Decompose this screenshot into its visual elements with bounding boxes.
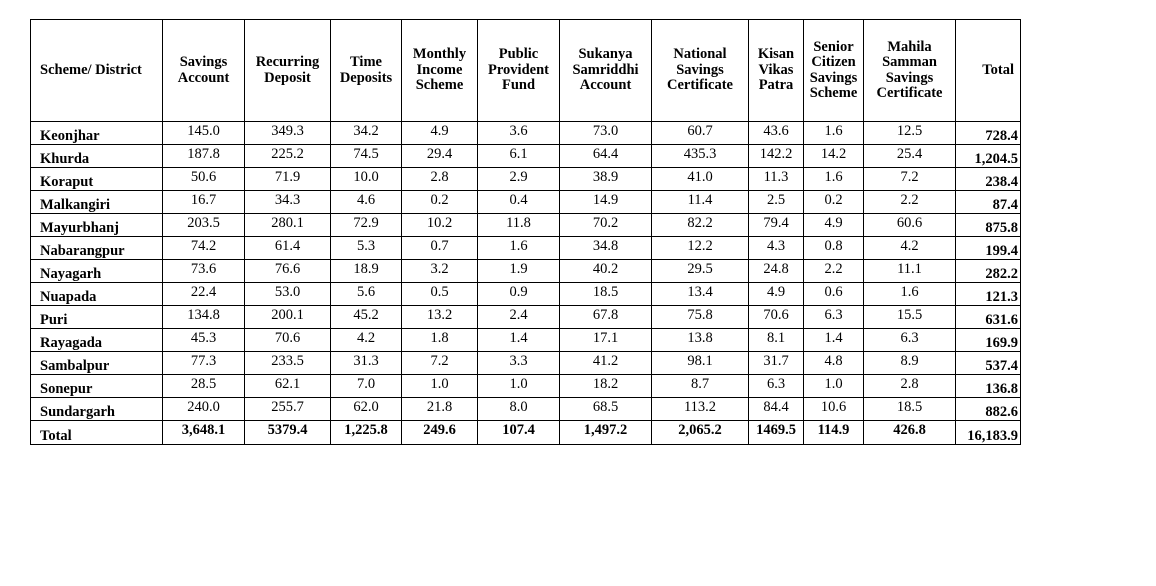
table-cell: 225.2 [245, 145, 331, 168]
table-cell: 14.2 [804, 145, 864, 168]
table-cell: 73.0 [560, 122, 652, 145]
table-cell: 15.5 [864, 306, 956, 329]
column-total: 1,225.8 [331, 421, 402, 445]
table-cell: 10.6 [804, 398, 864, 421]
table-cell: 72.9 [331, 214, 402, 237]
column-header-total: Total [956, 20, 1021, 122]
table-row [31, 145, 1021, 168]
table-cell: 7.2 [402, 352, 478, 375]
column-header-monthly-income-scheme: Monthly Income Scheme [402, 20, 478, 122]
table-cell: 68.5 [560, 398, 652, 421]
table-cell: 0.4 [478, 191, 560, 214]
table-cell: 45.3 [163, 329, 245, 352]
column-total: 5379.4 [245, 421, 331, 445]
table-cell: 113.2 [652, 398, 749, 421]
table-cell: 2.5 [749, 191, 804, 214]
table-cell: 7.2 [864, 168, 956, 191]
table-cell: 145.0 [163, 122, 245, 145]
table-row [31, 191, 1021, 214]
table-cell: 12.5 [864, 122, 956, 145]
table-cell: 79.4 [749, 214, 804, 237]
table-cell: 255.7 [245, 398, 331, 421]
column-header-time-deposits: Time Deposits [331, 20, 402, 122]
district-name: Nuapada [31, 283, 163, 306]
table-cell: 240.0 [163, 398, 245, 421]
table-cell: 12.2 [652, 237, 749, 260]
table-cell: 11.1 [864, 260, 956, 283]
column-header-kisan-vikas-patra: Kisan Vikas Patra [749, 20, 804, 122]
column-total: 1,497.2 [560, 421, 652, 445]
table-cell: 50.6 [163, 168, 245, 191]
total-label: Total [31, 421, 163, 445]
table-cell: 2.2 [804, 260, 864, 283]
column-header-recurring-deposit: Recurring Deposit [245, 20, 331, 122]
table-cell: 76.6 [245, 260, 331, 283]
row-total: 537.4 [956, 352, 1021, 375]
table-cell: 29.5 [652, 260, 749, 283]
district-name: Koraput [31, 168, 163, 191]
table-row [31, 122, 1021, 145]
column-total: 2,065.2 [652, 421, 749, 445]
column-header-public-provident-fund: Public Provident Fund [478, 20, 560, 122]
district-name: Sonepur [31, 375, 163, 398]
table-cell: 22.4 [163, 283, 245, 306]
table-cell: 4.2 [864, 237, 956, 260]
table-cell: 7.0 [331, 375, 402, 398]
table-cell: 4.3 [749, 237, 804, 260]
table-cell: 40.2 [560, 260, 652, 283]
column-total: 426.8 [864, 421, 956, 445]
table-cell: 74.2 [163, 237, 245, 260]
table-cell: 17.1 [560, 329, 652, 352]
table-cell: 29.4 [402, 145, 478, 168]
row-total: 875.8 [956, 214, 1021, 237]
table-cell: 2.4 [478, 306, 560, 329]
table-cell: 13.8 [652, 329, 749, 352]
table-cell: 4.9 [749, 283, 804, 306]
table-row [31, 168, 1021, 191]
table-cell: 200.1 [245, 306, 331, 329]
column-header-national-savings-certificate: National Savings Certificate [652, 20, 749, 122]
table-cell: 4.9 [804, 214, 864, 237]
table-cell: 31.7 [749, 352, 804, 375]
district-name: Sambalpur [31, 352, 163, 375]
table-cell: 2.9 [478, 168, 560, 191]
table-cell: 0.8 [804, 237, 864, 260]
table-cell: 1.6 [804, 122, 864, 145]
table-cell: 43.6 [749, 122, 804, 145]
column-total: 1469.5 [749, 421, 804, 445]
row-total: 199.4 [956, 237, 1021, 260]
row-total: 1,204.5 [956, 145, 1021, 168]
row-total: 728.4 [956, 122, 1021, 145]
table-cell: 1.8 [402, 329, 478, 352]
table-cell: 41.2 [560, 352, 652, 375]
table-cell: 18.9 [331, 260, 402, 283]
district-name: Keonjhar [31, 122, 163, 145]
table-cell: 1.6 [804, 168, 864, 191]
table-cell: 18.5 [864, 398, 956, 421]
table-cell: 0.9 [478, 283, 560, 306]
table-cell: 8.0 [478, 398, 560, 421]
table-cell: 13.4 [652, 283, 749, 306]
table-cell: 61.4 [245, 237, 331, 260]
header-row [31, 20, 1021, 122]
district-name: Nayagarh [31, 260, 163, 283]
column-header-scheme-district: Scheme/ District [31, 20, 163, 122]
table-cell: 11.8 [478, 214, 560, 237]
table-cell: 1.0 [804, 375, 864, 398]
column-total: 114.9 [804, 421, 864, 445]
table-cell: 82.2 [652, 214, 749, 237]
table-cell: 71.9 [245, 168, 331, 191]
table-cell: 34.3 [245, 191, 331, 214]
row-total: 169.9 [956, 329, 1021, 352]
table-row [31, 283, 1021, 306]
table-cell: 6.3 [804, 306, 864, 329]
row-total: 121.3 [956, 283, 1021, 306]
table-cell: 34.8 [560, 237, 652, 260]
district-name: Khurda [31, 145, 163, 168]
table-cell: 2.8 [864, 375, 956, 398]
table-cell: 60.6 [864, 214, 956, 237]
table-cell: 60.7 [652, 122, 749, 145]
table-cell: 64.4 [560, 145, 652, 168]
table-cell: 18.5 [560, 283, 652, 306]
table-cell: 3.6 [478, 122, 560, 145]
table-cell: 11.3 [749, 168, 804, 191]
table-cell: 73.6 [163, 260, 245, 283]
row-total: 282.2 [956, 260, 1021, 283]
table-row [31, 260, 1021, 283]
table-cell: 5.3 [331, 237, 402, 260]
row-total: 87.4 [956, 191, 1021, 214]
district-name: Mayurbhanj [31, 214, 163, 237]
table-cell: 21.8 [402, 398, 478, 421]
table-cell: 84.4 [749, 398, 804, 421]
district-name: Malkangiri [31, 191, 163, 214]
table-cell: 4.8 [804, 352, 864, 375]
table-cell: 349.3 [245, 122, 331, 145]
row-total: 631.6 [956, 306, 1021, 329]
table-cell: 75.8 [652, 306, 749, 329]
district-name: Sundargarh [31, 398, 163, 421]
table-cell: 45.2 [331, 306, 402, 329]
table-cell: 10.2 [402, 214, 478, 237]
column-total: 3,648.1 [163, 421, 245, 445]
column-header-sukanya-samriddhi-account: Sukanya Samriddhi Account [560, 20, 652, 122]
table-cell: 1.4 [478, 329, 560, 352]
table-cell: 1.9 [478, 260, 560, 283]
table-cell: 24.8 [749, 260, 804, 283]
column-total: 107.4 [478, 421, 560, 445]
table-row [31, 352, 1021, 375]
table-cell: 34.2 [331, 122, 402, 145]
table-cell: 5.6 [331, 283, 402, 306]
savings-schemes-table [30, 19, 1021, 445]
district-name: Puri [31, 306, 163, 329]
table-cell: 3.3 [478, 352, 560, 375]
row-total: 882.6 [956, 398, 1021, 421]
table-cell: 70.6 [749, 306, 804, 329]
table-cell: 8.1 [749, 329, 804, 352]
table-cell: 6.3 [749, 375, 804, 398]
total-row [31, 421, 1021, 445]
table-cell: 1.0 [478, 375, 560, 398]
district-name: Rayagada [31, 329, 163, 352]
table-cell: 203.5 [163, 214, 245, 237]
table-row [31, 398, 1021, 421]
column-header-savings-account: Savings Account [163, 20, 245, 122]
row-total: 238.4 [956, 168, 1021, 191]
table-cell: 0.5 [402, 283, 478, 306]
table-cell: 4.6 [331, 191, 402, 214]
table-cell: 6.1 [478, 145, 560, 168]
table-cell: 16.7 [163, 191, 245, 214]
table-cell: 0.7 [402, 237, 478, 260]
district-name: Nabarangpur [31, 237, 163, 260]
table-cell: 28.5 [163, 375, 245, 398]
table-cell: 14.9 [560, 191, 652, 214]
table-cell: 8.9 [864, 352, 956, 375]
table-cell: 0.2 [804, 191, 864, 214]
table-cell: 1.0 [402, 375, 478, 398]
table-cell: 13.2 [402, 306, 478, 329]
table-cell: 6.3 [864, 329, 956, 352]
table-cell: 10.0 [331, 168, 402, 191]
column-header-mahila-samman-savings-certificate: Mahila Samman Savings Certificate [864, 20, 956, 122]
table-cell: 134.8 [163, 306, 245, 329]
table-cell: 187.8 [163, 145, 245, 168]
table-row [31, 375, 1021, 398]
table-cell: 98.1 [652, 352, 749, 375]
table-cell: 38.9 [560, 168, 652, 191]
table-cell: 62.0 [331, 398, 402, 421]
table-cell: 53.0 [245, 283, 331, 306]
table-cell: 1.6 [864, 283, 956, 306]
table-body [31, 122, 1021, 445]
table-row [31, 329, 1021, 352]
table-cell: 4.9 [402, 122, 478, 145]
table-cell: 0.2 [402, 191, 478, 214]
table-cell: 74.5 [331, 145, 402, 168]
table-cell: 11.4 [652, 191, 749, 214]
table-cell: 4.2 [331, 329, 402, 352]
table-cell: 31.3 [331, 352, 402, 375]
column-header-senior-citizen-savings-scheme: Senior Citizen Savings Scheme [804, 20, 864, 122]
grand-total: 16,183.9 [956, 421, 1021, 445]
table-cell: 70.6 [245, 329, 331, 352]
table-cell: 70.2 [560, 214, 652, 237]
table-cell: 18.2 [560, 375, 652, 398]
table-cell: 435.3 [652, 145, 749, 168]
table-cell: 77.3 [163, 352, 245, 375]
table-cell: 25.4 [864, 145, 956, 168]
table-row [31, 214, 1021, 237]
table-cell: 3.2 [402, 260, 478, 283]
table-cell: 142.2 [749, 145, 804, 168]
table-cell: 233.5 [245, 352, 331, 375]
table-cell: 280.1 [245, 214, 331, 237]
row-total: 136.8 [956, 375, 1021, 398]
column-total: 249.6 [402, 421, 478, 445]
table-cell: 0.6 [804, 283, 864, 306]
table-cell: 1.4 [804, 329, 864, 352]
table-cell: 2.2 [864, 191, 956, 214]
table-cell: 41.0 [652, 168, 749, 191]
table-cell: 8.7 [652, 375, 749, 398]
table-cell: 2.8 [402, 168, 478, 191]
table-cell: 67.8 [560, 306, 652, 329]
table-row [31, 237, 1021, 260]
table-cell: 62.1 [245, 375, 331, 398]
table-row [31, 306, 1021, 329]
table-cell: 1.6 [478, 237, 560, 260]
